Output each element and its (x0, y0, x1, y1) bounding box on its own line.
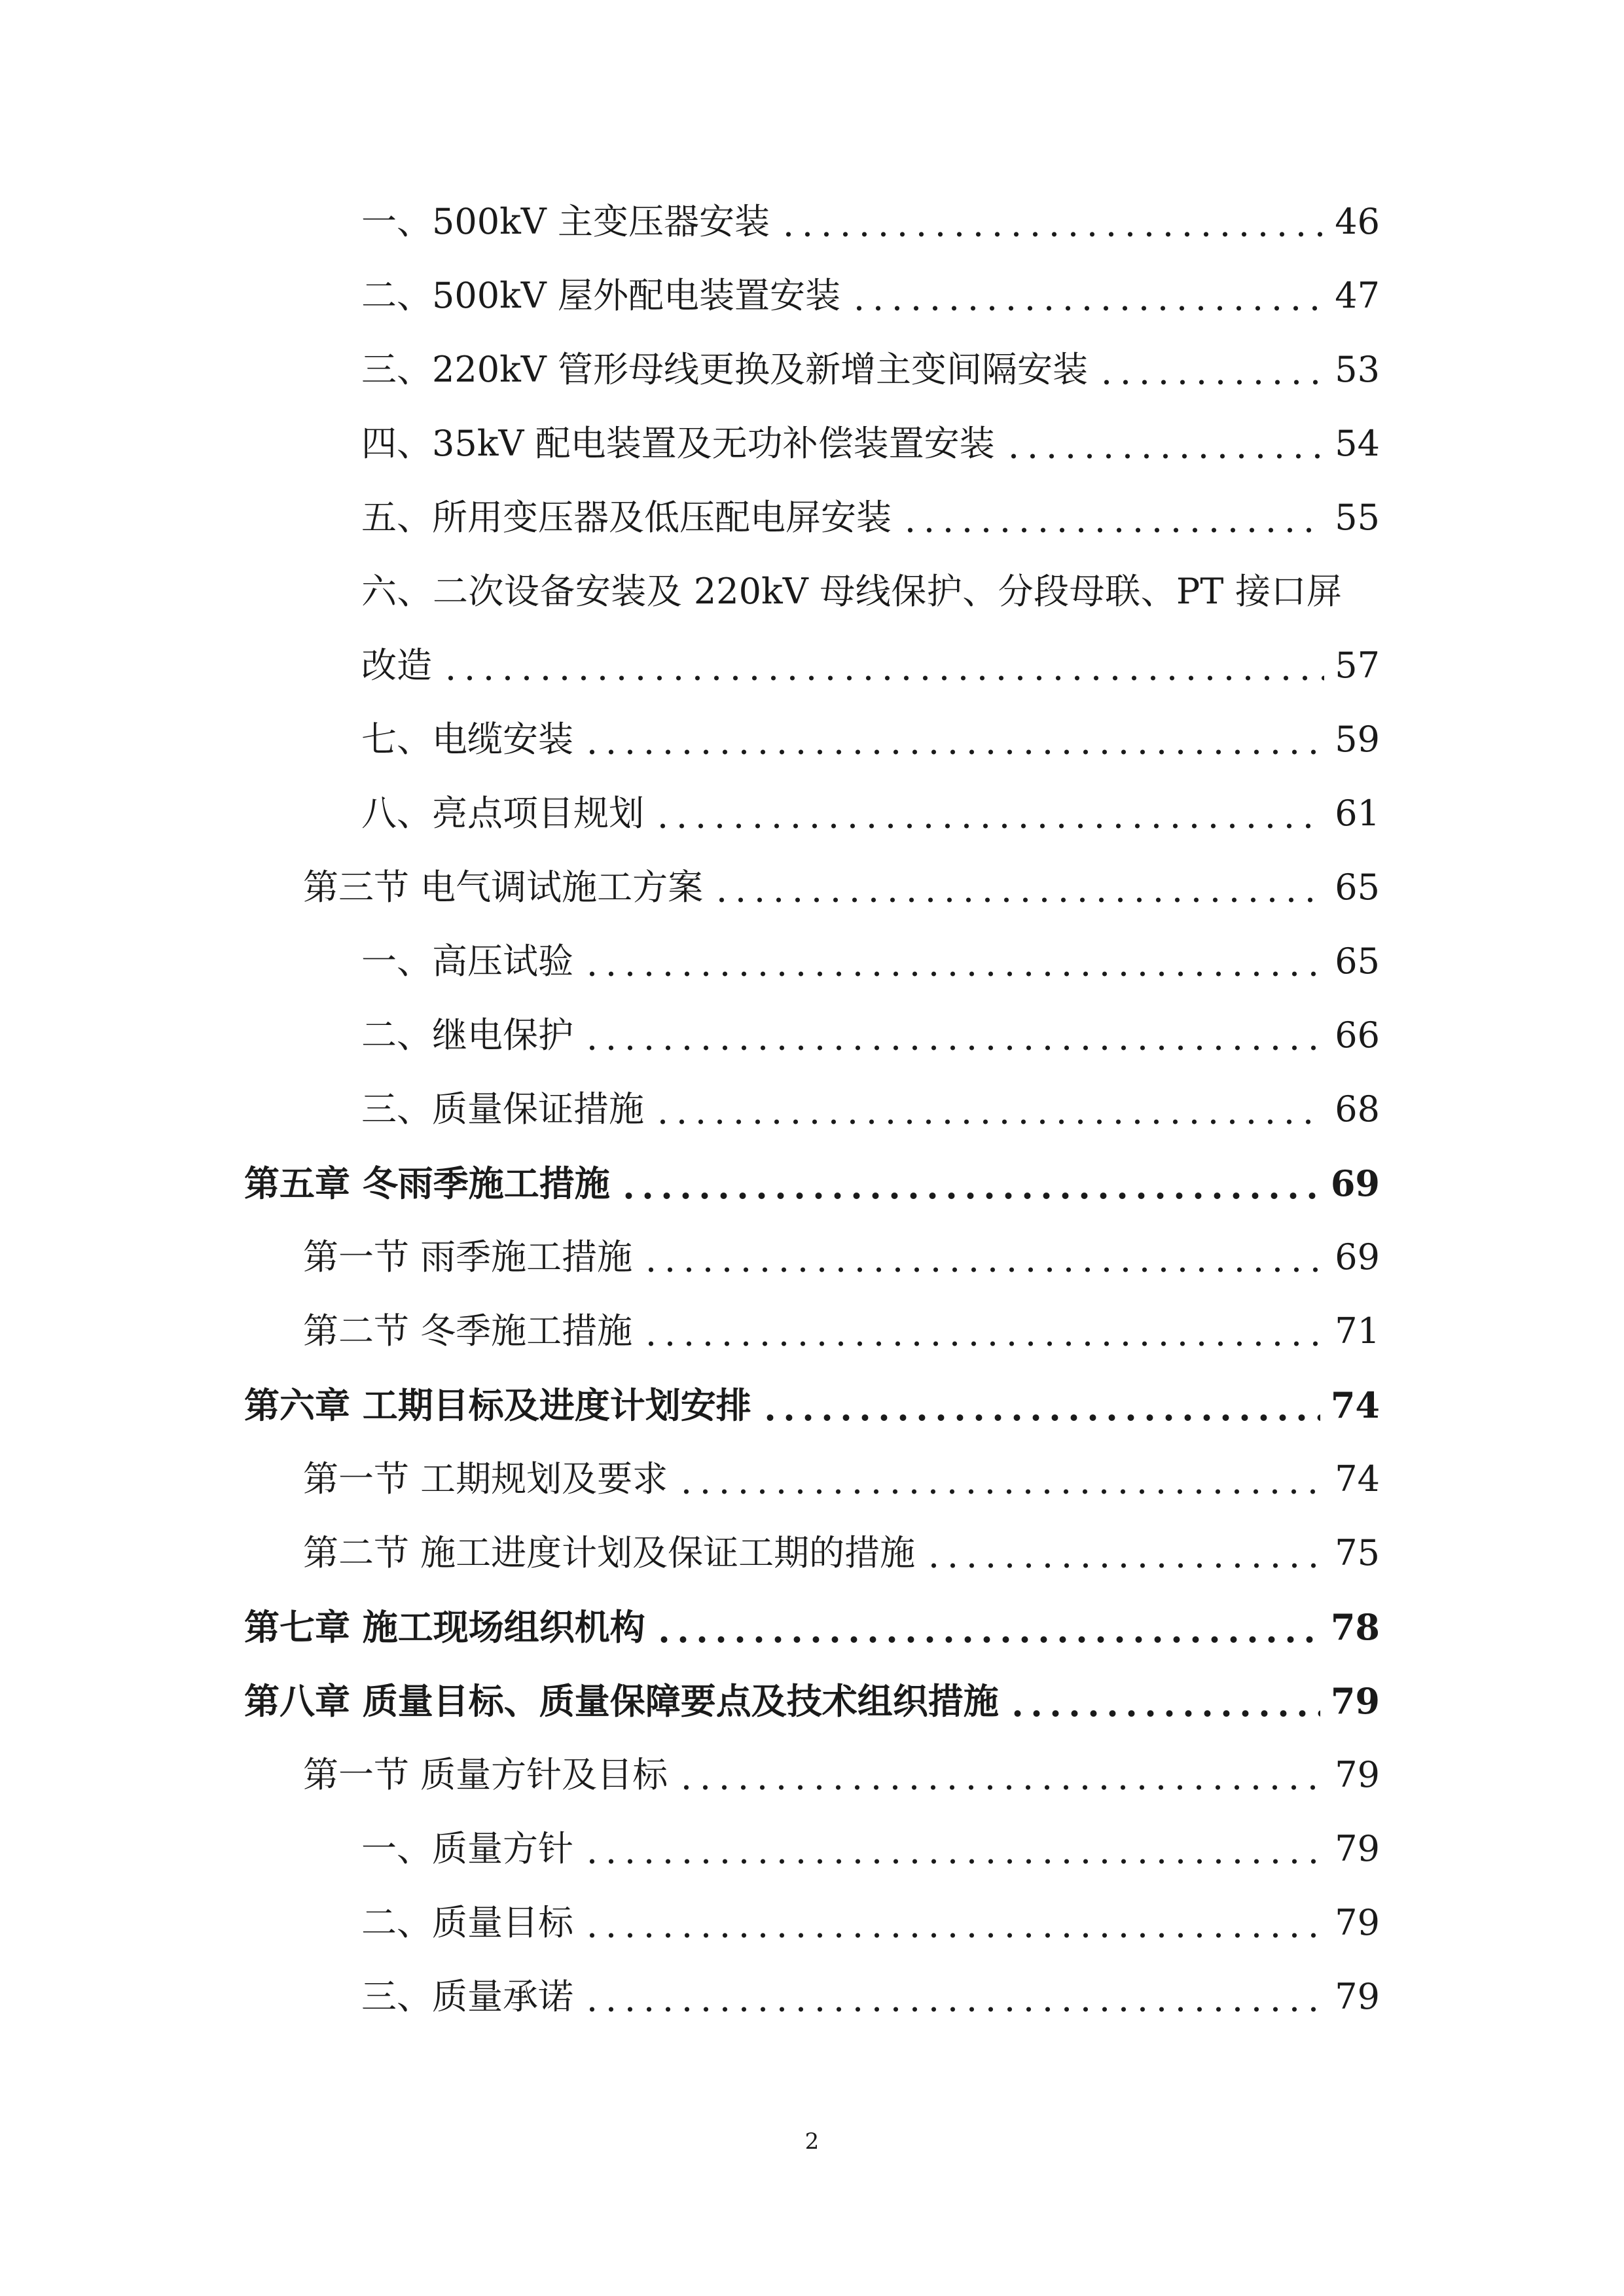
toc-entry-page: 47 (1335, 275, 1380, 316)
toc-dot-leader (641, 1240, 1324, 1275)
toc-entry-page: 69 (1335, 1236, 1380, 1278)
toc-section[interactable] (303, 1294, 1380, 1369)
toc-entry-title: 七、电缆安装 (361, 719, 573, 760)
toc-entry-page: 66 (1335, 1014, 1380, 1056)
toc-entry-title: 第六章 工期目标及进度计划安排 (244, 1384, 751, 1426)
toc-dot-leader (1008, 1683, 1320, 1719)
toc-entry-continuation[interactable] (361, 628, 1380, 703)
toc-entry-title: 第一节 工期规划及要求 (303, 1458, 668, 1499)
toc-entry[interactable] (361, 259, 1380, 333)
toc-entry[interactable] (361, 1072, 1380, 1147)
toc-entry-page: 53 (1335, 349, 1380, 390)
toc-entry-page: 74 (1335, 1458, 1380, 1499)
toc-entry-page: 59 (1335, 719, 1380, 760)
toc-entry-title: 三、质量保证措施 (361, 1088, 644, 1130)
toc-dot-leader (619, 1166, 1320, 1201)
toc-chapter[interactable] (244, 1590, 1380, 1664)
toc-entry-title: 第五章 冬雨季施工措施 (244, 1162, 610, 1204)
toc-entry-page: 68 (1335, 1088, 1380, 1130)
toc-dot-leader (583, 1831, 1324, 1867)
toc-entry-title: 六、二次设备安装及 220kV 母线保护、分段母联、PT 接口屏 (361, 571, 1342, 612)
toc-entry-title: 第三节 电气调试施工方案 (303, 867, 704, 908)
toc-dot-leader (641, 1314, 1324, 1349)
toc-entry-page: 79 (1330, 1680, 1380, 1722)
toc-entry[interactable] (361, 998, 1380, 1073)
toc-entry-title: 第八章 质量目标、质量保障要点及技术组织措施 (244, 1680, 999, 1722)
toc-entry-page: 54 (1335, 423, 1380, 464)
toc-entry-title: 三、220kV 管形母线更换及新增主变间隔安装 (361, 349, 1088, 390)
toc-entry[interactable] (361, 776, 1380, 851)
toc-dot-leader (441, 648, 1324, 683)
toc-entry-page: 71 (1335, 1310, 1380, 1352)
toc-entry-page: 79 (1335, 1754, 1380, 1795)
toc-entry[interactable] (361, 702, 1380, 777)
toc-dot-leader (924, 1535, 1324, 1571)
toc-entry-title: 二、质量目标 (361, 1902, 573, 1943)
toc-entry-title: 第七章 施工现场组织机构 (244, 1606, 645, 1648)
toc-entry-page: 46 (1335, 201, 1380, 242)
toc-entry[interactable] (361, 1812, 1380, 1886)
toc-entry-page: 79 (1335, 1976, 1380, 2017)
toc-entry[interactable] (361, 1960, 1380, 2034)
toc-entry[interactable] (361, 406, 1380, 481)
toc-entry-title: 三、质量承诺 (361, 1976, 573, 2017)
toc-section[interactable] (303, 1442, 1380, 1516)
toc-dot-leader (1004, 426, 1325, 461)
toc-entry[interactable] (361, 332, 1380, 407)
toc-entry-page: 79 (1335, 1902, 1380, 1943)
toc-entry-page: 65 (1335, 941, 1380, 982)
toc-entry-title: 第二节 施工进度计划及保证工期的措施 (303, 1532, 916, 1573)
toc-entry-title: 第一节 质量方针及目标 (303, 1754, 668, 1795)
toc-entry[interactable] (361, 1886, 1380, 1960)
toc-dot-leader (901, 500, 1324, 535)
toc-entry-page: 65 (1335, 867, 1380, 908)
toc-entry-title: 一、质量方针 (361, 1828, 573, 1869)
toc-entry-page: 55 (1335, 497, 1380, 538)
toc-chapter[interactable] (244, 1664, 1380, 1738)
toc-dot-leader (653, 796, 1324, 831)
toc-entry-title: 二、500kV 屋外配电装置安装 (361, 275, 840, 316)
toc-dot-leader (677, 1757, 1324, 1793)
toc-entry-page: 69 (1330, 1162, 1380, 1204)
toc-section[interactable] (303, 1738, 1380, 1812)
toc-dot-leader (677, 1462, 1324, 1497)
page-number: 2 (804, 2128, 820, 2155)
toc-entry-title: 五、所用变压器及低压配电屏安装 (361, 497, 892, 538)
toc-dot-leader (850, 278, 1324, 314)
toc-entry-title: 第一节 雨季施工措施 (303, 1236, 633, 1278)
toc-section[interactable] (303, 850, 1380, 925)
toc-dot-leader (583, 944, 1324, 979)
toc-entry[interactable] (361, 924, 1380, 999)
toc-entry-page: 78 (1330, 1606, 1380, 1648)
toc-dot-leader (655, 1609, 1320, 1645)
toc-dot-leader (761, 1388, 1320, 1423)
toc-dot-leader (653, 1092, 1324, 1127)
toc-entry-title: 改造 (361, 645, 432, 686)
toc-entry[interactable] (361, 185, 1380, 259)
toc-entry[interactable] (361, 554, 1380, 629)
toc-entry-page: 74 (1330, 1384, 1380, 1426)
toc-entry-page: 57 (1335, 645, 1380, 686)
toc-entry-page: 75 (1335, 1532, 1380, 1573)
toc-dot-leader (583, 1018, 1324, 1053)
toc-dot-leader (583, 1905, 1324, 1941)
toc-dot-leader (712, 870, 1324, 905)
toc-chapter[interactable] (244, 1146, 1380, 1221)
toc-dot-leader (779, 204, 1324, 240)
toc-entry-title: 一、高压试验 (361, 941, 573, 982)
toc-dot-leader (1097, 352, 1324, 387)
toc-dot-leader (583, 1979, 1324, 2015)
toc-chapter[interactable] (244, 1368, 1380, 1443)
toc-entry-title: 四、35kV 配电装置及无功补偿装置安装 (361, 423, 995, 464)
toc-entry-page: 79 (1335, 1828, 1380, 1869)
toc-entry[interactable] (361, 480, 1380, 555)
toc-section[interactable] (303, 1516, 1380, 1590)
toc-dot-leader (583, 722, 1324, 757)
toc-section[interactable] (303, 1220, 1380, 1295)
toc-entry-title: 八、亮点项目规划 (361, 793, 644, 834)
toc-entry-title: 第二节 冬季施工措施 (303, 1310, 633, 1352)
toc-entry-title: 一、500kV 主变压器安装 (361, 201, 770, 242)
toc-entry-title: 二、继电保护 (361, 1014, 573, 1056)
toc-entry-page: 61 (1335, 793, 1380, 834)
